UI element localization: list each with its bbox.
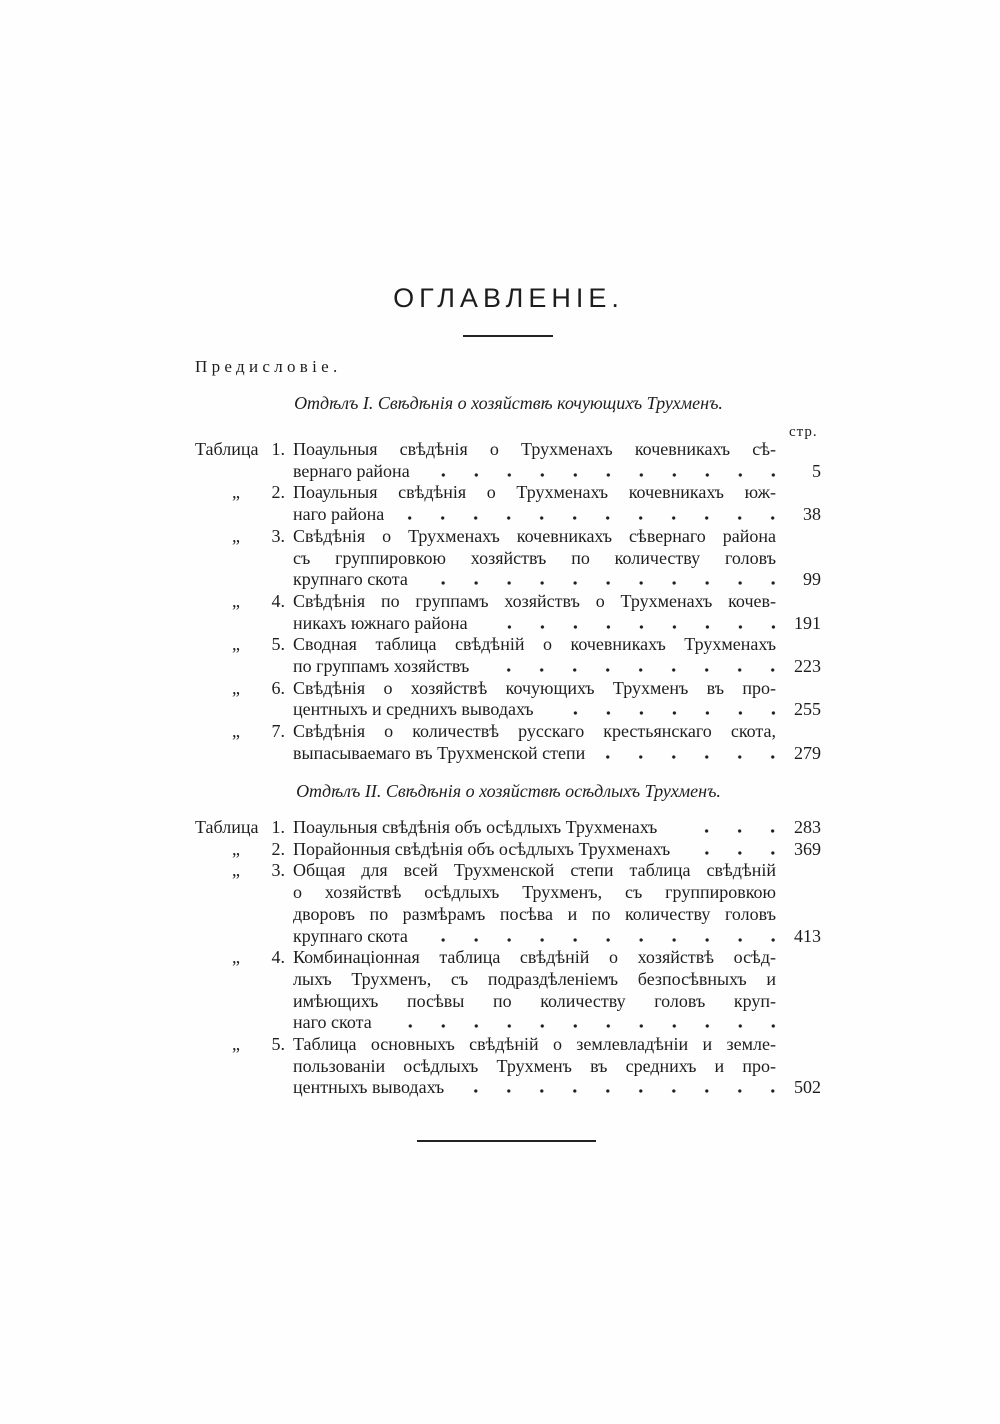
page-number: 99 bbox=[803, 569, 821, 590]
dot-leader bbox=[392, 1018, 776, 1028]
page-number: 502 bbox=[794, 1077, 821, 1098]
toc-entry bbox=[195, 839, 822, 861]
entry-label bbox=[195, 678, 293, 700]
entry-line: выпасываемаго въ Трухменской степи bbox=[293, 742, 586, 763]
entry-body bbox=[293, 839, 776, 861]
entry-number: 5. bbox=[271, 1034, 285, 1055]
toc-entry bbox=[195, 721, 822, 764]
toc-entry bbox=[195, 860, 822, 947]
entry-body bbox=[293, 721, 776, 764]
entry-line: Порайонныя свѣдѣнія объ осѣдлыхъ Трухменахъ bbox=[293, 838, 671, 859]
dot-leader bbox=[464, 1083, 776, 1093]
entry-line: наго района bbox=[293, 504, 385, 525]
entry-line: дворовъ по размѣрамъ посѣва и по количеству головъ bbox=[293, 903, 776, 924]
ditto-mark: „ bbox=[232, 947, 240, 968]
entry-number: 2. bbox=[271, 838, 285, 859]
toc-list bbox=[195, 817, 822, 1099]
entry-body bbox=[293, 439, 776, 482]
dot-leader bbox=[690, 845, 776, 855]
entry-line: Поаульныя свѣдѣнія о Трухменахъ кочевникахъ юж- bbox=[293, 482, 776, 503]
toc-list bbox=[195, 439, 822, 765]
entry-line: пользованіи осѣдлыхъ Трухменъ въ среднихъ и про- bbox=[293, 1055, 776, 1076]
entry-label bbox=[195, 591, 293, 613]
dot-leader bbox=[605, 749, 776, 759]
entry-line: Свѣдѣнія о количествѣ русскаго крестьянскаго скота, bbox=[293, 721, 776, 742]
entry-body bbox=[293, 860, 776, 947]
entry-prefix: Таблица bbox=[195, 439, 259, 459]
page-number: 191 bbox=[794, 612, 821, 633]
entry-line: Таблица основныхъ свѣдѣній о землевладѣніи и земле- bbox=[293, 1034, 776, 1055]
entry-last-line bbox=[293, 656, 776, 678]
entry-number: 3. bbox=[271, 860, 285, 881]
entry-line: центныхъ и среднихъ выводахъ bbox=[293, 699, 534, 720]
entry-line: Комбинаціонная таблица свѣдѣній о хозяйствѣ осѣд- bbox=[293, 947, 776, 968]
page-number: 223 bbox=[794, 656, 821, 677]
entry-number: 7. bbox=[271, 721, 285, 742]
ditto-mark: „ bbox=[232, 634, 240, 655]
entry-number: 5. bbox=[271, 634, 285, 655]
entry-label bbox=[195, 947, 293, 969]
toc-entry bbox=[195, 634, 822, 677]
page-number: 38 bbox=[803, 504, 821, 525]
entry-body bbox=[293, 678, 776, 721]
entry-label bbox=[195, 1034, 293, 1056]
section-heading: Отдѣлъ II. Свѣдѣнія о хозяйствѣ осѣдлыхъ Трухменъ. bbox=[296, 781, 721, 801]
entry-number: 1. bbox=[271, 817, 285, 837]
entry-last-line bbox=[293, 613, 776, 635]
ditto-mark: „ bbox=[232, 590, 240, 611]
ditto-mark: „ bbox=[232, 525, 240, 546]
dot-leader bbox=[489, 662, 776, 672]
entry-last-line bbox=[293, 461, 776, 483]
entry-label bbox=[195, 839, 293, 861]
entry-body bbox=[293, 947, 776, 1034]
entry-last-line bbox=[293, 1077, 776, 1099]
entry-last-line bbox=[293, 504, 776, 526]
entry-body bbox=[293, 817, 776, 839]
entry-body bbox=[293, 526, 776, 591]
entry-number: 4. bbox=[271, 590, 285, 611]
entry-line: съ группировкою хозяйствъ по количеству головъ bbox=[293, 547, 776, 568]
title-underline bbox=[463, 335, 553, 337]
entry-last-line bbox=[293, 743, 776, 765]
ditto-mark: „ bbox=[232, 677, 240, 698]
entry-body bbox=[293, 482, 776, 525]
entry-body bbox=[293, 634, 776, 677]
entry-label bbox=[195, 439, 293, 461]
dot-leader bbox=[404, 510, 776, 520]
page-number: 283 bbox=[794, 817, 821, 837]
toc-entry bbox=[195, 591, 822, 634]
entry-body bbox=[293, 1034, 776, 1099]
page-column-label: стр. bbox=[789, 424, 818, 440]
page-number: 413 bbox=[794, 925, 821, 946]
dot-leader bbox=[430, 467, 776, 477]
entry-label bbox=[195, 817, 293, 839]
entry-number: 2. bbox=[271, 482, 285, 503]
page-number: 369 bbox=[794, 838, 821, 859]
entry-number: 3. bbox=[271, 525, 285, 546]
dot-leader bbox=[677, 823, 776, 833]
dot-leader bbox=[428, 575, 776, 585]
entry-line: вернаго района bbox=[293, 460, 410, 481]
entry-number: 4. bbox=[271, 947, 285, 968]
entry-label bbox=[195, 860, 293, 882]
entry-line: наго скота bbox=[293, 1012, 372, 1033]
entry-line: крупнаго скота bbox=[293, 569, 408, 590]
page-title: ОГЛАВЛЕНІЕ. bbox=[393, 283, 624, 313]
page-number: 5 bbox=[812, 460, 821, 481]
entry-number: 6. bbox=[271, 677, 285, 698]
preface-entry: Предисловіе. bbox=[195, 357, 342, 376]
entry-number: 1. bbox=[271, 439, 285, 459]
closing-rule bbox=[417, 1140, 596, 1142]
entry-line: о хозяйствѣ осѣдлыхъ Трухменъ, съ группировкою bbox=[293, 882, 776, 903]
ditto-mark: „ bbox=[232, 838, 240, 859]
entry-line: Общая для всей Трухменской степи таблица свѣдѣній bbox=[293, 860, 776, 881]
entry-line: Поаульныя свѣдѣнія о Трухменахъ кочевникахъ сѣ- bbox=[293, 439, 776, 459]
entry-line: Свѣдѣнія по группамъ хозяйствъ о Трухменахъ кочев- bbox=[293, 590, 776, 611]
entry-last-line bbox=[293, 1012, 776, 1034]
ditto-mark: „ bbox=[232, 860, 240, 881]
entry-line: Поаульныя свѣдѣнія объ осѣдлыхъ Трухменахъ bbox=[293, 817, 658, 837]
toc-entry bbox=[195, 482, 822, 525]
ditto-mark: „ bbox=[232, 721, 240, 742]
dot-leader bbox=[428, 932, 776, 942]
entry-last-line bbox=[293, 839, 776, 861]
entry-line: крупнаго скота bbox=[293, 925, 408, 946]
entry-line: имѣющихъ посѣвы по количеству головъ круп- bbox=[293, 990, 776, 1011]
entry-label bbox=[195, 482, 293, 504]
entry-line: центныхъ выводахъ bbox=[293, 1077, 445, 1098]
toc-entry bbox=[195, 817, 822, 839]
entry-label bbox=[195, 634, 293, 656]
section-heading: Отдѣлъ I. Свѣдѣнія о хозяйствѣ кочующихъ Трухменъ. bbox=[294, 393, 723, 413]
entry-label bbox=[195, 526, 293, 548]
toc-entry bbox=[195, 1034, 822, 1099]
entry-prefix: Таблица bbox=[195, 817, 259, 837]
entry-line: никахъ южнаго района bbox=[293, 612, 468, 633]
ditto-mark: „ bbox=[232, 1034, 240, 1055]
dot-leader bbox=[554, 705, 776, 715]
page-number: 279 bbox=[794, 742, 821, 763]
entry-line: Сводная таблица свѣдѣній о кочевникахъ Трухменахъ bbox=[293, 634, 776, 655]
entry-last-line bbox=[293, 699, 776, 721]
entry-label bbox=[195, 721, 293, 743]
page-number: 255 bbox=[794, 699, 821, 720]
toc-entry bbox=[195, 526, 822, 591]
entry-last-line bbox=[293, 926, 776, 948]
entry-last-line bbox=[293, 569, 776, 591]
toc-entry bbox=[195, 678, 822, 721]
entry-line: лыхъ Трухменъ, съ подраздѣленіемъ безпосѣвныхъ и bbox=[293, 968, 776, 989]
ditto-mark: „ bbox=[232, 482, 240, 503]
entry-last-line bbox=[293, 817, 776, 839]
entry-line: Свѣдѣнія о Трухменахъ кочевникахъ сѣвернаго района bbox=[293, 525, 776, 546]
entry-line: по группамъ хозяйствъ bbox=[293, 656, 470, 677]
entry-line: Свѣдѣнія о хозяйствѣ кочующихъ Трухменъ въ про- bbox=[293, 677, 776, 698]
toc-entry bbox=[195, 439, 822, 482]
entry-body bbox=[293, 591, 776, 634]
dot-leader bbox=[488, 619, 776, 629]
toc-entry bbox=[195, 947, 822, 1034]
